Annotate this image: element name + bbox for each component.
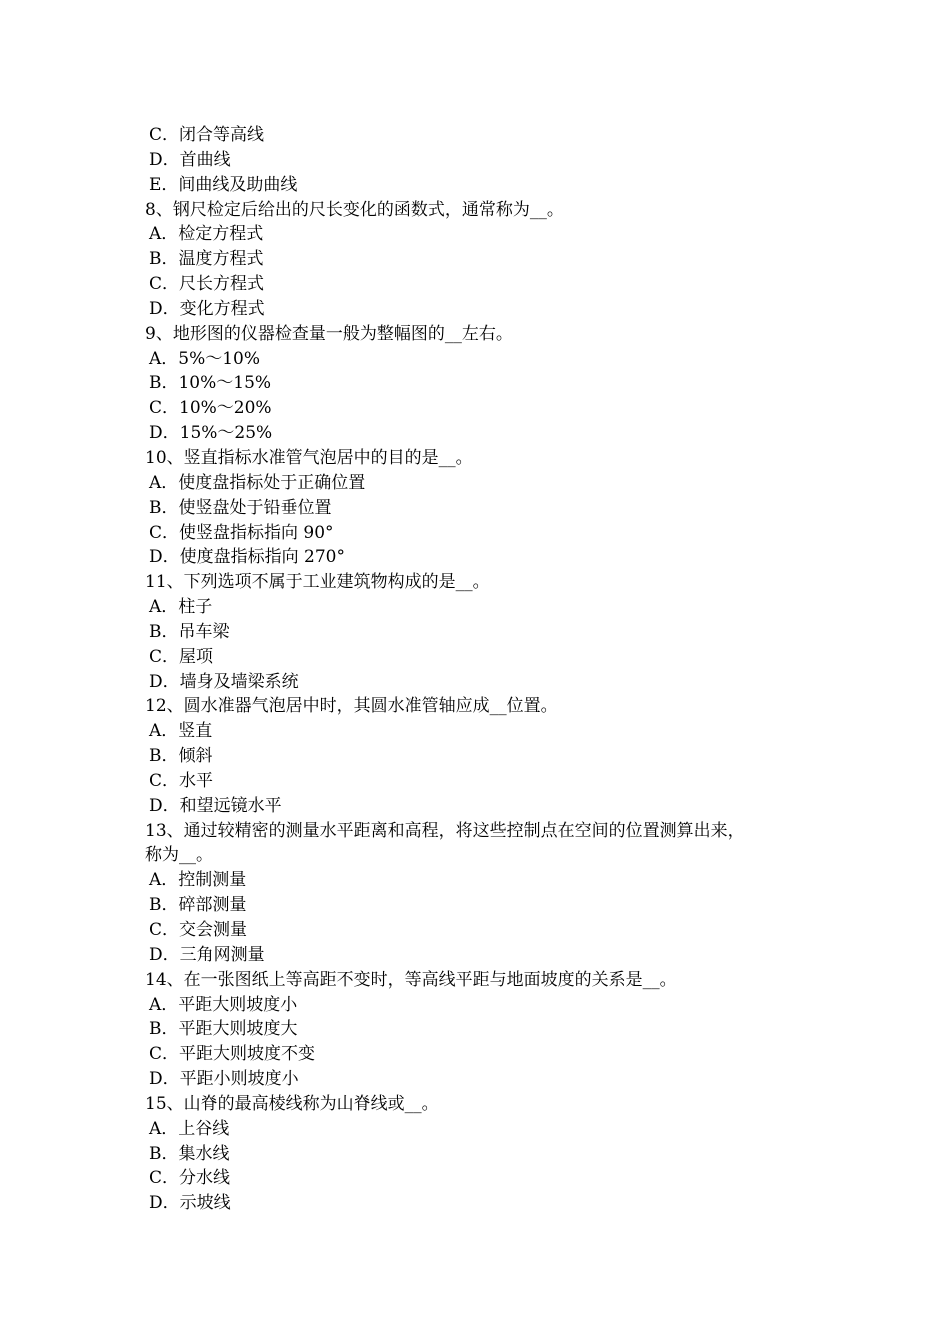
answer-option: D．平距小则坡度小 [149, 1069, 299, 1090]
answer-option: C．分水线 [149, 1168, 231, 1189]
answer-option: D．15%～25% [149, 423, 273, 444]
answer-option: D．变化方程式 [149, 298, 265, 319]
answer-option: C．10%～20% [149, 398, 272, 419]
answer-option: C．屋项 [149, 646, 214, 667]
answer-option: A．竖直 [149, 721, 213, 742]
answer-option: C．使竖盘指标指向 90° [149, 522, 334, 543]
question-text: 8、钢尺检定后给出的尺长变化的函数式，通常称为__。 [145, 199, 564, 220]
answer-option: D．首曲线 [149, 149, 231, 170]
question-text: 12、圆水准器气泡居中时，其圆水准管轴应成__位置。 [145, 696, 558, 717]
answer-option: B．温度方程式 [149, 249, 264, 270]
answer-option: B．平距大则坡度大 [149, 1019, 298, 1040]
question-text: 10、竖直指标水准管气泡居中的目的是__。 [145, 447, 473, 468]
answer-option: A．控制测量 [149, 870, 247, 891]
question-text: 13、通过较精密的测量水平距离和高程，将这些控制点在空间的位置测算出来， [145, 820, 745, 841]
answer-option: D．和望远镜水平 [149, 795, 282, 816]
answer-option: B．倾斜 [149, 746, 213, 767]
answer-option: C．水平 [149, 770, 214, 791]
answer-option: B．碎部测量 [149, 895, 247, 916]
answer-option: E．间曲线及助曲线 [149, 174, 298, 195]
question-text: 9、地形图的仪器检查量一般为整幅图的__左右。 [145, 323, 513, 344]
answer-option: D．使度盘指标指向 270° [149, 547, 345, 568]
answer-option: A．使度盘指标处于正确位置 [149, 472, 366, 493]
question-text: 15、山脊的最高棱线称为山脊线或__。 [145, 1093, 439, 1114]
answer-option: C．平距大则坡度不变 [149, 1044, 316, 1065]
question-text: 称为__。 [145, 845, 213, 866]
answer-option: A．柱子 [149, 597, 213, 618]
answer-option: C．尺长方程式 [149, 274, 265, 295]
answer-option: A．上谷线 [149, 1118, 230, 1139]
question-list [145, 123, 835, 1216]
answer-option: D．示坡线 [149, 1193, 231, 1214]
answer-option: B．吊车梁 [149, 621, 230, 642]
question-text: 14、在一张图纸上等高距不变时，等高线平距与地面坡度的关系是__。 [145, 969, 677, 990]
answer-option: B．10%～15% [149, 373, 272, 394]
answer-option: B．使竖盘处于铅垂位置 [149, 497, 332, 518]
answer-option: A．平距大则坡度小 [149, 994, 298, 1015]
answer-option: D．墙身及墙梁系统 [149, 671, 299, 692]
answer-option: C．交会测量 [149, 920, 248, 940]
answer-option: A．检定方程式 [149, 224, 264, 245]
question-text: 11、下列选项不属于工业建筑物构成的是__。 [145, 572, 490, 593]
answer-option: D．三角网测量 [149, 944, 265, 965]
answer-option: A．5%～10% [149, 348, 261, 369]
answer-option: B．集水线 [149, 1143, 230, 1164]
answer-option: C．闭合等高线 [149, 125, 265, 145]
